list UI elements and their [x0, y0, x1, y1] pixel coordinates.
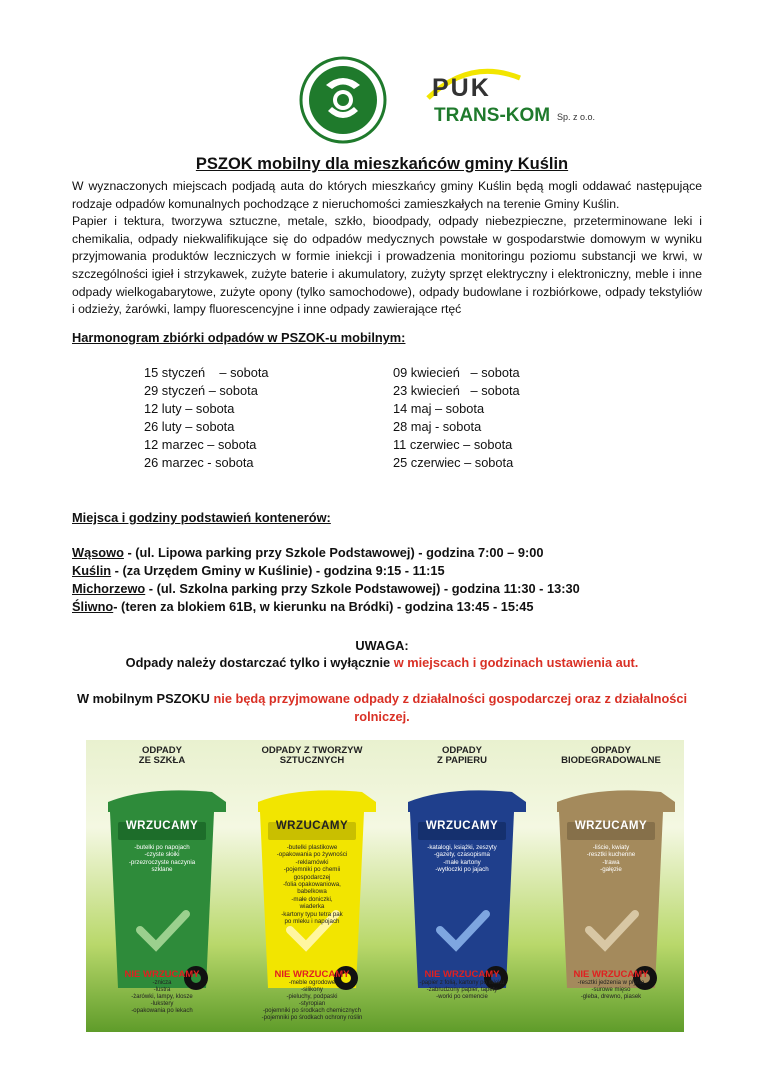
- notice-line-1: [0, 654, 764, 672]
- bin-title: ODPADY ZE SZKŁA: [138, 745, 186, 766]
- accepted-items: -liście, kwiaty -resztki kuchenne -trawa -gałęzie: [586, 844, 636, 874]
- notice-line-2: [0, 690, 764, 708]
- rejected-items: -meble ogrodowe -silikony -pieluchy, podpaski -styropian -pojemniki po środkach chemicznych -pojemniki po środkach ochrony roślin: [261, 980, 363, 1021]
- intro-paragraph-1: W wyznaczonych miejscach podjadą auta do których mieszkańcy gminy Kuślin będą mogli oddawać następujące rodzaje odpadów komunalnych pochodzące z nieruchomości zamieszkałych na terenie Gminy Kuślin.: [72, 179, 702, 211]
- trans-kom-text: TRANS-KOM: [434, 105, 551, 126]
- rejected-items: -znicza -lustra -żarówki, lampy, klosze -lukstery -opakowania po lekach: [131, 980, 193, 1014]
- location-details: - (za Urzędem Gminy w Kuślinie) - godzina 9:15 - 11:15: [111, 563, 445, 578]
- schedule-date: 25 czerwiec – sobota: [393, 455, 514, 470]
- notice-highlight: nie będą przyjmowane odpady z działalności gospodarczej oraz z działalności: [213, 691, 688, 706]
- schedule-date: 23 kwiecień – sobota: [393, 383, 520, 398]
- notice-text: Odpady należy dostarczać tylko i wyłącznie: [125, 655, 394, 670]
- location-details: - (teren za blokiem 61B, w kierunku na Bródki) - godzina 13:45 - 15:45: [113, 599, 534, 614]
- accepted-items: -katalogi, książki, zeszyty -gazety, czasopisma -małe kartony -wytłoczki po jajach: [427, 844, 497, 874]
- location-details: - (ul. Lipowa parking przy Szkole Podstawowej) - godzina 7:00 – 9:00: [123, 545, 544, 560]
- accepted-items: -butelki po napojach -czyste słoiki -przezroczyste naczynia szklane: [128, 844, 196, 874]
- company-suffix: Sp. z o.o.: [557, 112, 596, 122]
- puk-text: PUK: [432, 74, 491, 102]
- location-item: [72, 544, 580, 562]
- notice-highlight: w miejscach i godzinach ustawienia aut.: [393, 655, 639, 670]
- rejected-label: NIE WRZUCAMY: [573, 969, 649, 980]
- schedule-left-column: [144, 364, 269, 472]
- rejected-label: NIE WRZUCAMY: [124, 969, 200, 980]
- location-place: Kuślin: [72, 563, 112, 578]
- accepted-label: WRZUCAMY: [574, 820, 648, 832]
- schedule-date: 26 luty – sobota: [144, 419, 235, 434]
- accepted-items: -butelki plastikowe -opakowania po żywności -reklamówki -pojemniki po chemii gospodarczej -folia opakowaniowa, babelkowa -małe doniczki, wiaderka -kartony typu tetra pak po mleku i napojach: [276, 844, 348, 926]
- bin-title: ODPADY BIODEGRADOWALNE: [561, 745, 661, 766]
- accepted-label: WRZUCAMY: [425, 820, 499, 832]
- bin-title: ODPADY Z TWORZYW SZTUCZNYCH: [261, 745, 363, 766]
- schedule-date: 12 luty – sobota: [144, 401, 235, 416]
- intro-paragraph-2: Papier i tektura, tworzywa sztuczne, metale, szkło, bioodpady, odpady niebezpieczne, przeterminowane leki i chemikalia, odpady niekwalifikujące się do odpadów medycznych powstałe w gospodarstwie domowym w wyniku przyjmowania produktów leczniczych w formie iniekcji i prowadzenia monitoringu poziomu substancji we krwi, w szczególności igieł i strzykawek, zużyte baterie i akumulatory, zużyty sprzęt elektryczny i elektroniczny, meble i inne odpady wielkogabarytowe, zużyte opony (tylko samochodowe), odpady budowlane i rozbiórkowe, odpady tekstyliów i odzieży, żarówki, lampy fluorescencyjne i inne odpady zawierające rtęć: [72, 214, 702, 317]
- schedule-date: 09 kwiecień – sobota: [393, 365, 520, 380]
- schedule-date: 15 styczeń – sobota: [144, 365, 269, 380]
- location-place: Michorzewo: [72, 581, 146, 596]
- rejected-items: -resztki jedzenia w płynie -surowe mięso -gleba, drewno, piasek: [577, 980, 645, 1000]
- paper-bin: [388, 740, 536, 1032]
- page-title: PSZOK mobilny dla mieszkańców gminy Kuślin: [195, 155, 569, 173]
- location-item: [72, 580, 580, 598]
- bio-bin: [537, 740, 684, 1032]
- schedule-date: 28 maj - sobota: [393, 419, 482, 434]
- notice-heading: UWAGA:: [355, 638, 409, 653]
- glass-bin: [88, 740, 236, 1032]
- schedule-date: 11 czerwiec – sobota: [393, 437, 513, 452]
- schedule-date: 12 marzec – sobota: [144, 437, 257, 452]
- bin-title: ODPADY Z PAPIERU: [437, 745, 487, 766]
- intro-text: [72, 178, 702, 319]
- notice-text: W mobilnym PSZOKU: [76, 691, 214, 706]
- location-details: - (ul. Szkolna parking przy Szkole Podstawowej) - godzina 11:30 - 13:30: [145, 581, 580, 596]
- schedule-date: 14 maj – sobota: [393, 401, 485, 416]
- locations-heading: Miejsca i godziny podstawień kontenerów:: [72, 510, 331, 525]
- notice-line-3: rolniczej.: [354, 709, 410, 724]
- rejected-label: NIE WRZUCAMY: [274, 969, 350, 980]
- trans-kom-round-logo: [298, 55, 388, 145]
- location-place: Śliwno: [72, 599, 114, 614]
- waste-bins-infographic: [86, 740, 684, 1032]
- rejected-items: -papier z folią, kartony po mleku -zabrudzony papier, tapety -worki po cemencie: [419, 980, 505, 1000]
- rejected-label: NIE WRZUCAMY: [424, 969, 500, 980]
- location-item: [72, 562, 580, 580]
- locations-list: [72, 544, 580, 616]
- schedule-date: 26 marzec - sobota: [144, 455, 254, 470]
- location-item: [72, 598, 580, 616]
- accepted-label: WRZUCAMY: [125, 820, 199, 832]
- schedule-heading: Harmonogram zbiórki odpadów w PSZOK-u mobilnym:: [72, 330, 406, 345]
- plastic-bin: [238, 740, 386, 1032]
- puk-trans-kom-logo: [410, 60, 610, 140]
- schedule-right-column: [393, 364, 520, 472]
- location-place: Wąsowo: [72, 545, 124, 560]
- schedule-date: 29 styczeń – sobota: [144, 383, 258, 398]
- accepted-label: WRZUCAMY: [275, 820, 349, 832]
